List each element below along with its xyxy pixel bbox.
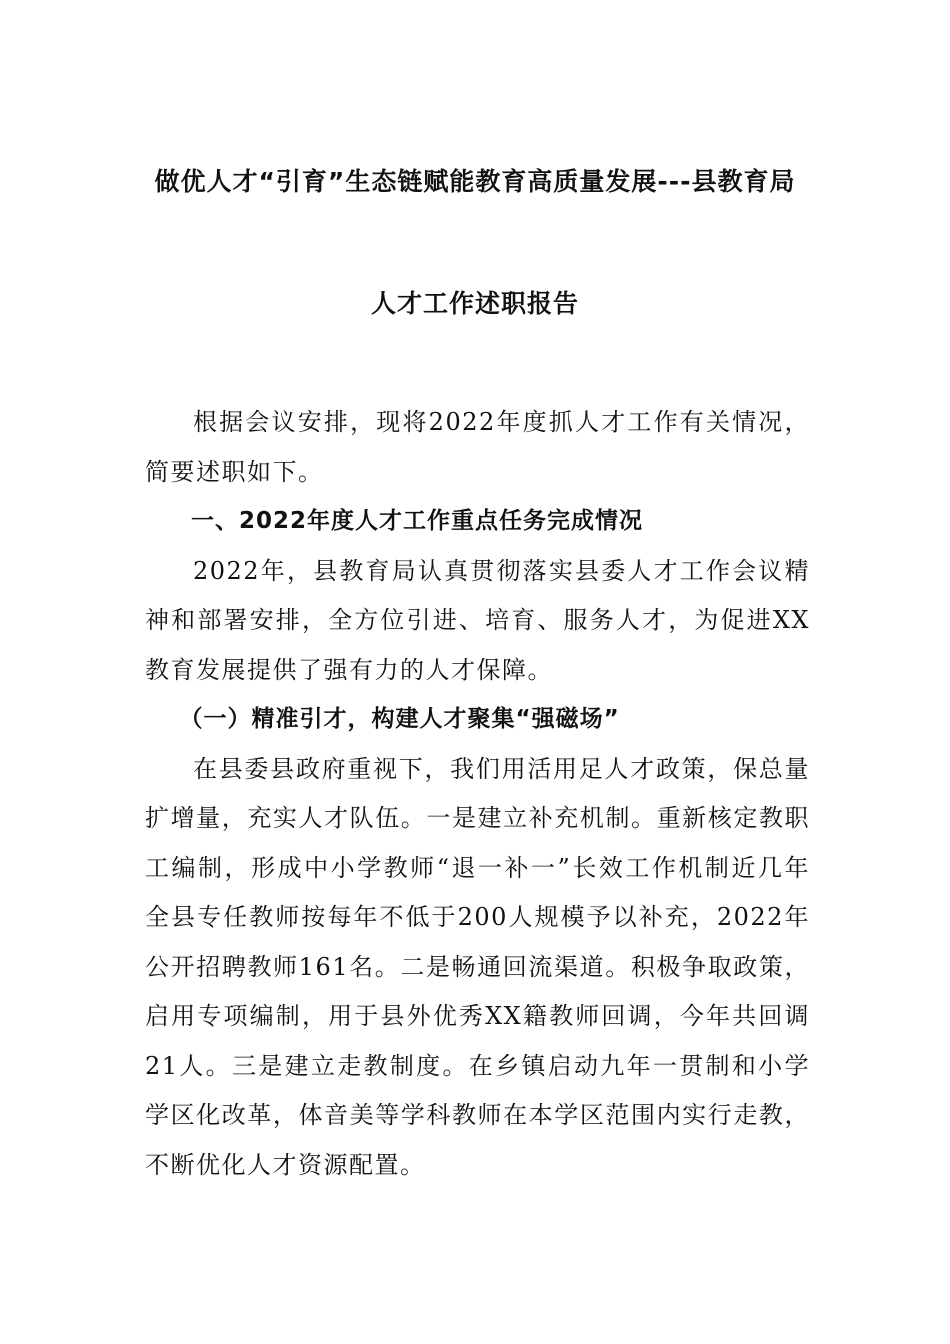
subsection-1-heading: （一）精准引才，构建人才聚集“强磁场” [179,706,620,732]
intro-paragraph: 根据会议安排，现将2022年度抓人才工作有关情况，简要述职如下。 [145,408,810,486]
document-title-line-1: 做优人才“引育”生态链赋能教育高质量发展---县教育局 [154,167,796,196]
section-1-heading: 一、2022年度人才工作重点任务完成情况 [191,508,644,534]
subsection-1-paragraph: 在县委县政府重视下，我们用活用足人才政策，保总量扩增量，充实人才队伍。一是建立补充机制。重新核定教职工编制，形成中小学教师“退一补一”长效工作机制近几年全县专任教师按每年不低于200人规模予以补充，2022年公开招聘教师161名。二是畅通回流渠道。积极争取政策，启用专项编制，用于县外优秀XX籍教师回调，今年共回调21人。三是建立走教制度。在乡镇启动九年一贯制和小学学区化改革，体音美等学科教师在本学区范围内实行走教，不断优化人才资源配置。 [145,754,810,1179]
document-title-line-2: 人才工作述职报告 [370,289,579,318]
section-1-paragraph: 2022年，县教育局认真贯彻落实县委人才工作会议精神和部署安排，全方位引进、培育、服务人才，为促进XX教育发展提供了强有力的人才保障。 [145,556,810,684]
document-body [145,398,810,1190]
